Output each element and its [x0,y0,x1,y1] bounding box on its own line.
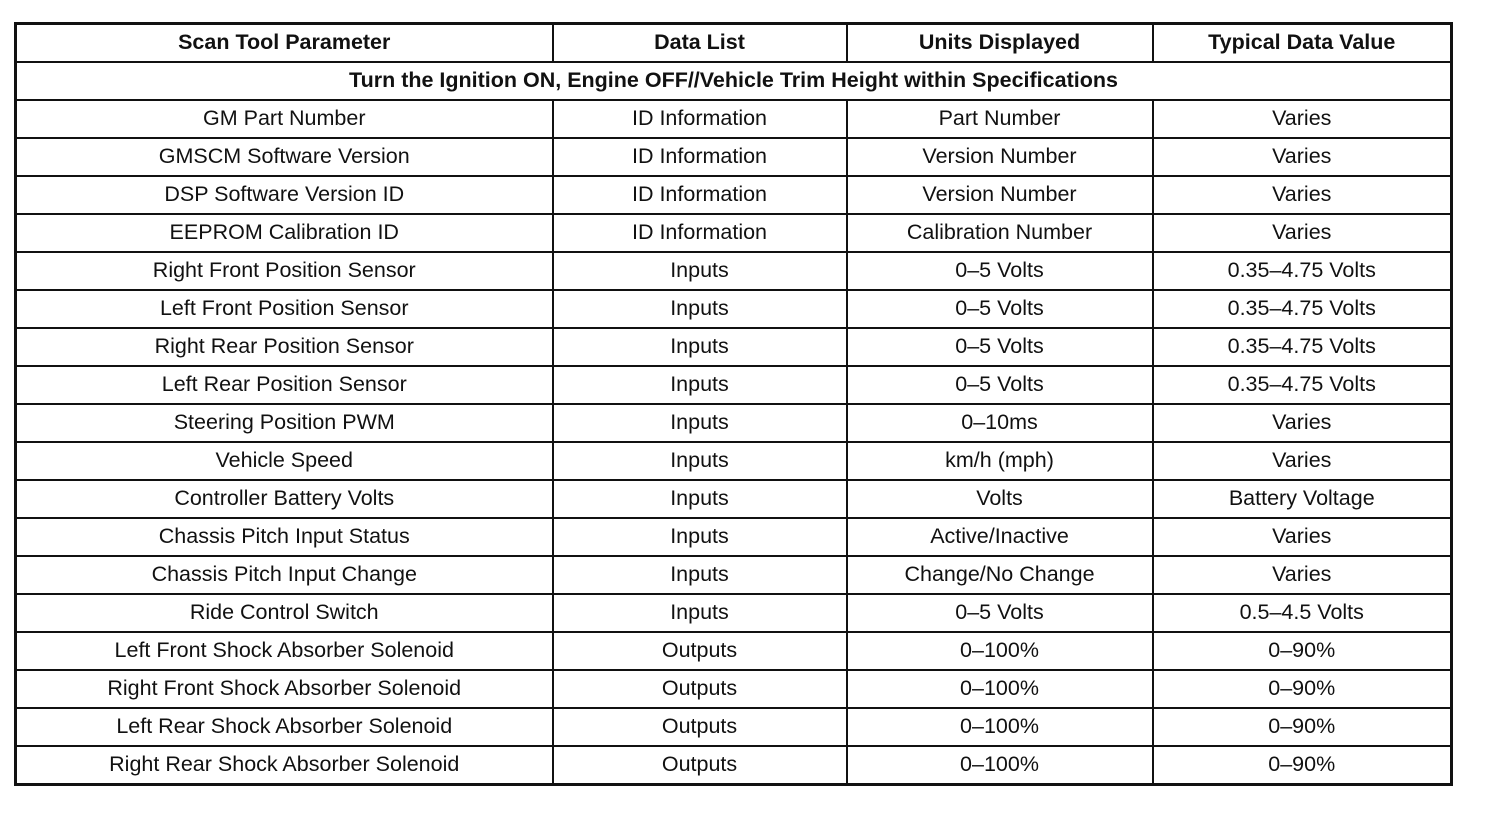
cell-units-displayed: Part Number [847,100,1153,138]
table-row [16,290,1452,328]
cell-data-list: ID Information [553,214,847,252]
cell-scan-tool-parameter: Right Rear Position Sensor [16,328,553,366]
cell-typical-data-value: 0.35–4.75 Volts [1153,290,1452,328]
test-condition: Turn the Ignition ON, Engine OFF//Vehicle Trim Height within Specifications [16,62,1452,100]
cell-scan-tool-parameter: Steering Position PWM [16,404,553,442]
table-row [16,404,1452,442]
cell-data-list: Inputs [553,480,847,518]
cell-scan-tool-parameter: Right Rear Shock Absorber Solenoid [16,746,553,785]
cell-scan-tool-parameter: Vehicle Speed [16,442,553,480]
table-row [16,138,1452,176]
header-scan-tool-parameter: Scan Tool Parameter [16,24,553,63]
cell-units-displayed: Calibration Number [847,214,1153,252]
cell-data-list: Outputs [553,670,847,708]
cell-scan-tool-parameter: Controller Battery Volts [16,480,553,518]
cell-units-displayed: Active/Inactive [847,518,1153,556]
cell-data-list: ID Information [553,176,847,214]
cell-data-list: Inputs [553,442,847,480]
cell-typical-data-value: 0–90% [1153,632,1452,670]
cell-data-list: Inputs [553,366,847,404]
cell-typical-data-value: Varies [1153,442,1452,480]
table-row [16,556,1452,594]
cell-typical-data-value: Varies [1153,214,1452,252]
cell-scan-tool-parameter: Left Front Shock Absorber Solenoid [16,632,553,670]
cell-data-list: Outputs [553,746,847,785]
cell-units-displayed: 0–5 Volts [847,594,1153,632]
cell-typical-data-value: 0.5–4.5 Volts [1153,594,1452,632]
table-row [16,252,1452,290]
cell-units-displayed: 0–5 Volts [847,290,1153,328]
cell-typical-data-value: Varies [1153,556,1452,594]
cell-units-displayed: Volts [847,480,1153,518]
header-data-list: Data List [553,24,847,63]
table-row [16,100,1452,138]
cell-data-list: Inputs [553,556,847,594]
cell-data-list: Inputs [553,594,847,632]
cell-typical-data-value: 0.35–4.75 Volts [1153,252,1452,290]
scan-tool-data-table [14,22,1453,786]
cell-typical-data-value: Battery Voltage [1153,480,1452,518]
cell-data-list: Inputs [553,404,847,442]
condition-row [16,62,1452,100]
cell-units-displayed: 0–100% [847,746,1153,785]
cell-typical-data-value: 0–90% [1153,708,1452,746]
cell-units-displayed: Change/No Change [847,556,1153,594]
cell-data-list: Inputs [553,518,847,556]
cell-data-list: Inputs [553,252,847,290]
header-row [16,24,1452,63]
cell-units-displayed: 0–5 Volts [847,252,1153,290]
cell-data-list: Inputs [553,328,847,366]
cell-typical-data-value: 0–90% [1153,746,1452,785]
header-typical-data-value: Typical Data Value [1153,24,1452,63]
cell-typical-data-value: Varies [1153,100,1452,138]
cell-typical-data-value: Varies [1153,176,1452,214]
cell-units-displayed: 0–100% [847,632,1153,670]
cell-typical-data-value: 0–90% [1153,670,1452,708]
cell-units-displayed: 0–100% [847,670,1153,708]
cell-data-list: ID Information [553,100,847,138]
cell-data-list: Outputs [553,632,847,670]
table-row [16,442,1452,480]
cell-units-displayed: 0–5 Volts [847,328,1153,366]
cell-scan-tool-parameter: Left Rear Shock Absorber Solenoid [16,708,553,746]
cell-data-list: Outputs [553,708,847,746]
table-row [16,480,1452,518]
cell-scan-tool-parameter: Left Rear Position Sensor [16,366,553,404]
cell-scan-tool-parameter: GM Part Number [16,100,553,138]
cell-scan-tool-parameter: GMSCM Software Version [16,138,553,176]
cell-scan-tool-parameter: Right Front Shock Absorber Solenoid [16,670,553,708]
table-row [16,518,1452,556]
cell-typical-data-value: 0.35–4.75 Volts [1153,328,1452,366]
table-row [16,746,1452,785]
cell-scan-tool-parameter: Left Front Position Sensor [16,290,553,328]
cell-scan-tool-parameter: EEPROM Calibration ID [16,214,553,252]
table-row [16,366,1452,404]
table-row [16,670,1452,708]
cell-data-list: ID Information [553,138,847,176]
cell-scan-tool-parameter: Chassis Pitch Input Change [16,556,553,594]
cell-units-displayed: 0–10ms [847,404,1153,442]
table-body [16,62,1452,785]
cell-typical-data-value: Varies [1153,404,1452,442]
cell-typical-data-value: Varies [1153,518,1452,556]
cell-typical-data-value: 0.35–4.75 Volts [1153,366,1452,404]
cell-typical-data-value: Varies [1153,138,1452,176]
cell-scan-tool-parameter: DSP Software Version ID [16,176,553,214]
cell-units-displayed: km/h (mph) [847,442,1153,480]
table-row [16,176,1452,214]
table-row [16,214,1452,252]
cell-units-displayed: 0–100% [847,708,1153,746]
cell-data-list: Inputs [553,290,847,328]
cell-units-displayed: Version Number [847,138,1153,176]
cell-units-displayed: Version Number [847,176,1153,214]
table-row [16,708,1452,746]
header-units-displayed: Units Displayed [847,24,1153,63]
table-row [16,594,1452,632]
cell-units-displayed: 0–5 Volts [847,366,1153,404]
cell-scan-tool-parameter: Right Front Position Sensor [16,252,553,290]
table-row [16,328,1452,366]
table-row [16,632,1452,670]
cell-scan-tool-parameter: Chassis Pitch Input Status [16,518,553,556]
cell-scan-tool-parameter: Ride Control Switch [16,594,553,632]
